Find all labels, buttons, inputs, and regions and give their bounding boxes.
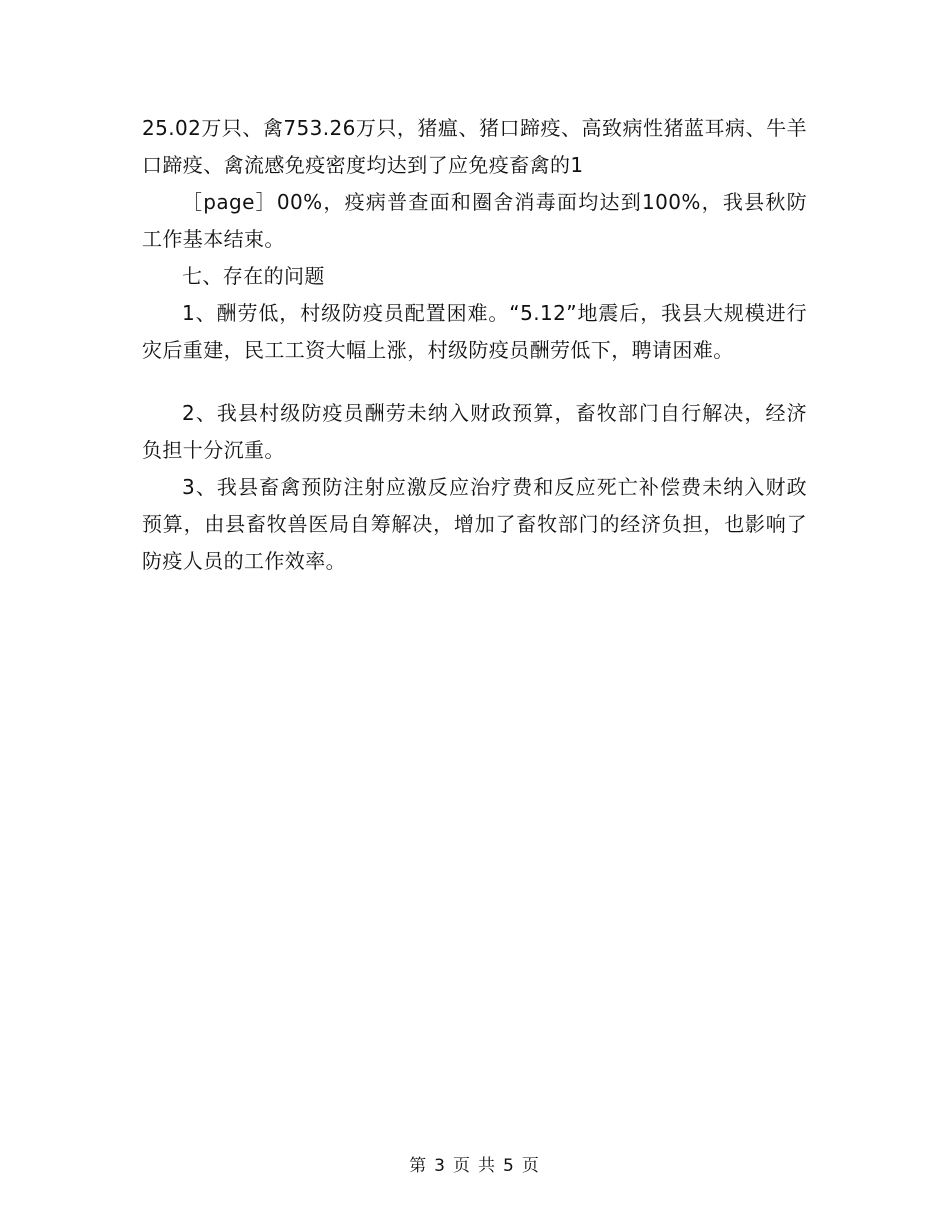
document-body	[142, 110, 807, 580]
section-heading-problems: 七、存在的问题	[182, 264, 325, 288]
footer-current-page: 3	[434, 1156, 447, 1176]
footer-suffix: 页	[521, 1156, 541, 1176]
paragraph-problem-1: 1、酬劳低，村级防疫员配置困难。“5.12”地震后，我县大规模进行灾后重建，民工工资大幅上涨，村级防疫员酬劳低下，聘请困难。	[142, 301, 807, 362]
paragraph-page-break: ［page］00%，疫病普查面和圈舍消毒面均达到100%，我县秋防工作基本结束。	[142, 190, 807, 251]
paragraph-problem-2: 2、我县村级防疫员酬劳未纳入财政预算，畜牧部门自行解决，经济负担十分沉重。	[142, 401, 807, 462]
footer-total-word: 共	[478, 1156, 497, 1176]
paragraph-problem-3: 3、我县畜禽预防注射应激反应治疗费和反应死亡补偿费未纳入财政预算，由县畜牧兽医局自筹解决，增加了畜牧部门的经济负担，也影响了防疫人员的工作效率。	[142, 475, 807, 573]
page-footer	[0, 1155, 950, 1177]
footer-total-pages: 5	[503, 1156, 516, 1176]
footer-page-word: 页	[453, 1156, 472, 1176]
footer-prefix: 第	[409, 1156, 429, 1176]
paragraph-continuation: 25.02万只、禽753.26万只，猪瘟、猪口蹄疫、高致病性猪蓝耳病、牛羊口蹄疫、禽流感免疫密度均达到了应免疫畜禽的1	[142, 116, 807, 177]
